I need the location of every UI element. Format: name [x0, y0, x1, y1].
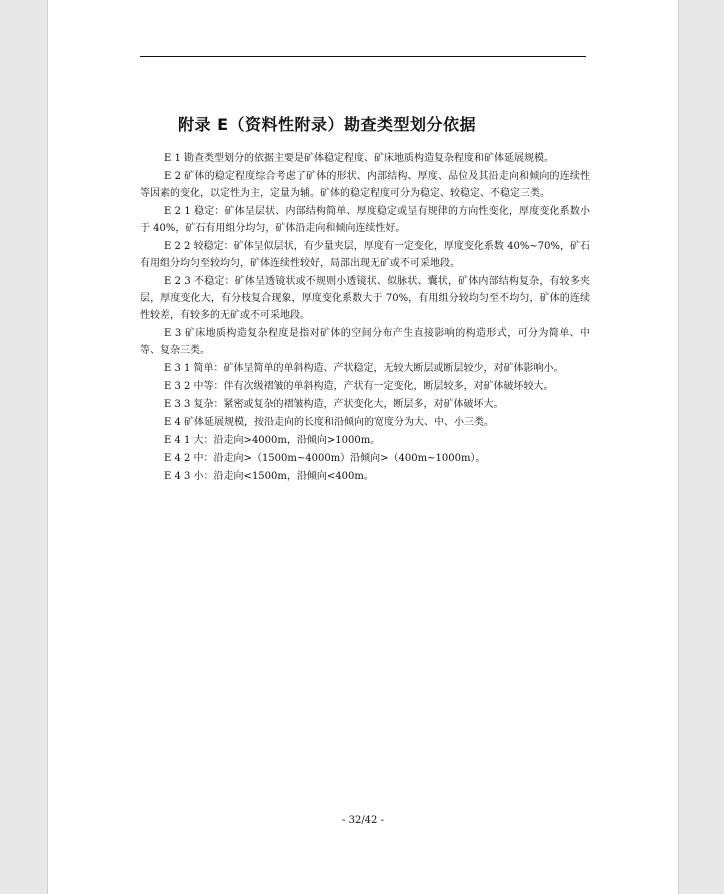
paragraph-e2: E 2 矿体的稳定程度综合考虑了矿体的形状、内部结构、厚度、品位及其沿走向和倾向的连续性等因素的变化，以定性为主，定量为辅。矿体的稳定程度可分为稳定、较稳定、不稳定三类。 — [140, 171, 590, 199]
paragraph-e42: E 4 2 中：沿走向>（1500m~4000m）沿倾向>（400m~1000m）。 — [164, 453, 486, 464]
paragraph-e4: E 4 矿体延展规模，按沿走向的长度和沿倾向的宽度分为大、中、小三类。 — [164, 417, 495, 428]
paragraph-e21: E 2 1 稳定：矿体呈层状、内部结构简单、厚度稳定或呈有规律的方向性变化，厚度变化系数小于 40%，矿石有用组分均匀，矿体沿走向和倾向连续性好。 — [140, 206, 590, 234]
paragraph-e43: E 4 3 小：沿走向<1500m，沿倾向<400m。 — [164, 471, 374, 482]
paragraph-e3: E 3 矿床地质构造复杂程度是指对矿体的空间分布产生直接影响的构造形式，可分为简单、中等、复杂三类。 — [140, 328, 590, 356]
body-text — [140, 150, 590, 486]
paragraph-e32: E 3 2 中等：伴有次级褶皱的单斜构造，产状有一定变化，断层较多，对矿体破坏较大。 — [164, 381, 554, 392]
paragraph-e41: E 4 1 大：沿走向>4000m，沿倾向>1000m。 — [164, 435, 381, 446]
paragraph-e22: E 2 2 较稳定：矿体呈似层状，有少量夹层，厚度有一定变化，厚度变化系数 40%~70%，矿石有用组分均匀至较均匀，矿体连续性较好，局部出现无矿或不可采地段。 — [140, 241, 590, 269]
page-number: - 32/42 - — [342, 815, 384, 826]
header-rule — [140, 56, 586, 57]
appendix-title: 附录 E（资料性附录）勘查类型划分依据 — [178, 115, 477, 134]
paragraph-e33: E 3 3 复杂：紧密或复杂的褶皱构造，产状变化大，断层多，对矿体破坏大。 — [164, 399, 504, 410]
paragraph-e1: E 1 勘查类型划分的依据主要是矿体稳定程度、矿床地质构造复杂程度和矿体延展规模。 — [164, 153, 555, 164]
document-page — [47, 0, 679, 894]
paragraph-e23: E 2 3 不稳定：矿体呈透镜状或不规则小透镜状、似脉状、囊状，矿体内部结构复杂，有较多夹层，厚度变化大，有分枝复合现象，厚度变化系数大于 70%，有用组分较均匀至不均匀，矿体的连续性较差，有较多的无矿或不可采地段。 — [140, 276, 590, 321]
paragraph-e31: E 3 1 简单：矿体呈简单的单斜构造、产状稳定，无较大断层或断层较少，对矿体影响小。 — [164, 363, 564, 374]
